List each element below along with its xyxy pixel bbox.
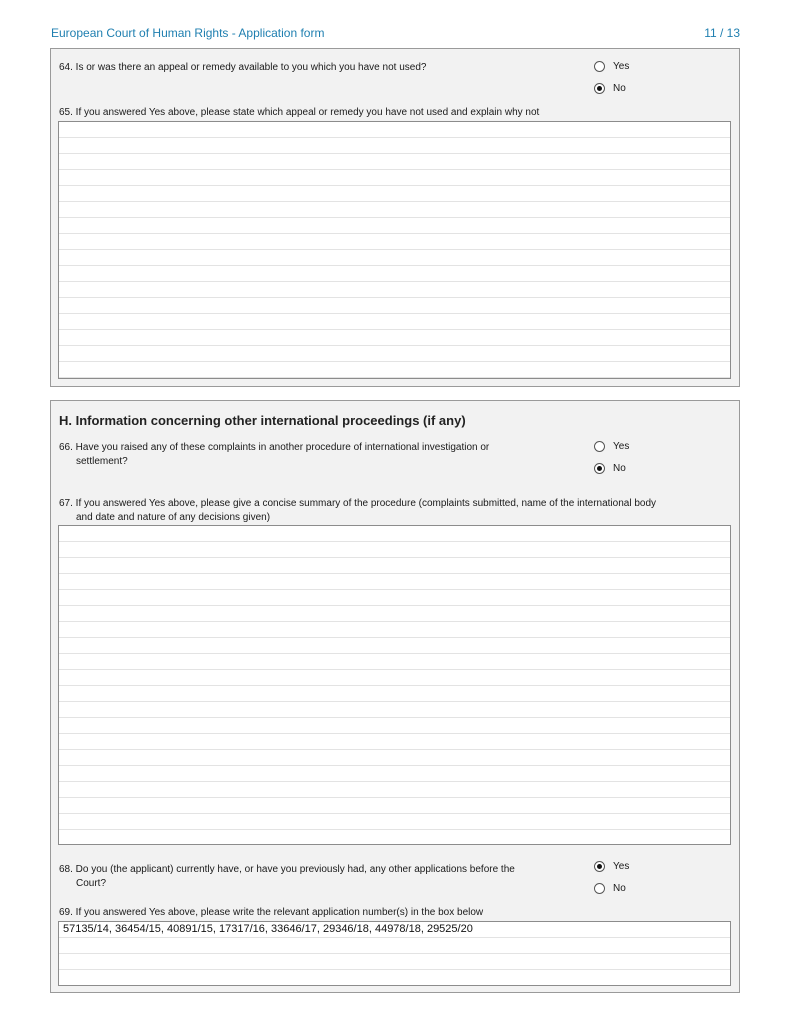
radio-label: Yes [613,61,630,72]
q67-line2: and date and nature of any decisions given) [76,512,271,523]
radio-circle [594,861,605,872]
international-proceedings-panel [50,400,740,993]
remedies-panel [50,48,740,387]
radio-label: No [613,463,626,474]
question-64-label: 64. Is or was there an appeal or remedy available to you which you have not used? [59,62,427,73]
q68-line2: Court? [76,878,107,889]
radio-circle [594,441,605,452]
q64-no-radio[interactable] [594,83,626,94]
q68-line1: 68. Do you (the applicant) currently have, or have you previously had, any other applications before the [59,864,515,875]
q68-no-radio[interactable] [594,883,626,894]
page-number: 11 / 13 [704,26,740,40]
question-67-label [59,497,656,525]
form-header-title: European Court of Human Rights - Application form [51,26,325,40]
radio-label: Yes [613,441,630,452]
radio-label: No [613,883,626,894]
question-65-label: 65. If you answered Yes above, please state which appeal or remedy you have not used and explain why not [59,107,540,118]
question-66-label [59,441,489,469]
radio-label: No [613,83,626,94]
q64-yes-radio[interactable] [594,61,629,72]
radio-label: Yes [613,861,630,872]
q66-yes-radio[interactable] [594,441,629,452]
q67-textarea[interactable] [58,525,731,845]
application-numbers-value: 57135/14, 36454/15, 40891/15, 17317/16, 33646/17, 29346/18, 44978/18, 29525/20 [63,923,473,935]
radio-circle [594,83,605,94]
q69-textarea[interactable] [58,921,731,986]
q66-line1: 66. Have you raised any of these complaints in another procedure of international investigation or [59,442,490,453]
q67-line1: 67. If you answered Yes above, please give a concise summary of the procedure (complaints submitted, name of the international body [59,498,657,509]
section-h-title: H. Information concerning other international proceedings (if any) [59,413,466,428]
q66-no-radio[interactable] [594,463,626,474]
question-69-label: 69. If you answered Yes above, please write the relevant application number(s) in the box below [59,907,484,918]
question-68-label [59,863,515,891]
q65-textarea[interactable] [58,121,731,379]
q68-yes-radio[interactable] [594,861,629,872]
radio-circle [594,883,605,894]
radio-circle [594,61,605,72]
q66-line2: settlement? [76,456,128,467]
radio-circle [594,463,605,474]
